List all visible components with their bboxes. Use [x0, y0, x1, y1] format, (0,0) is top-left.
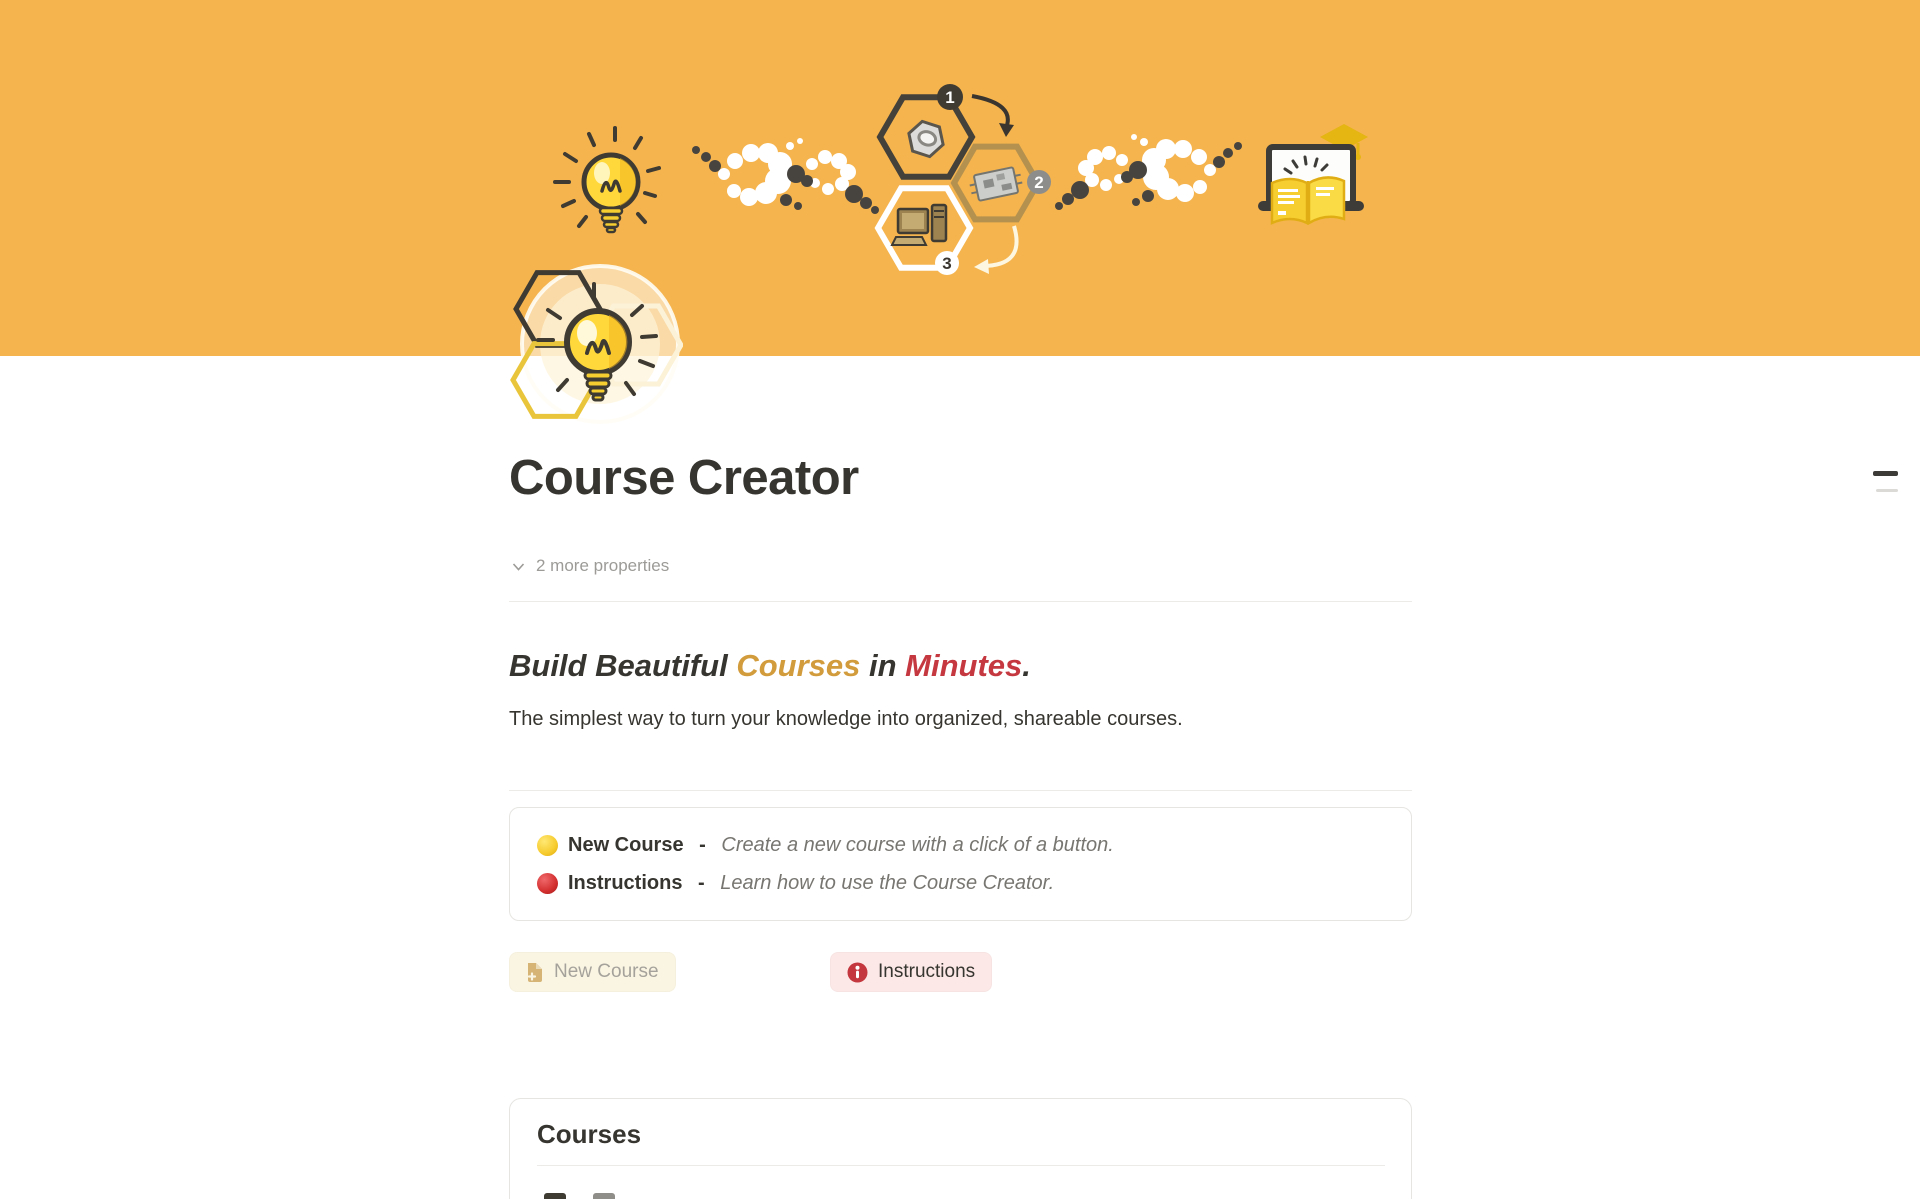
divider [509, 790, 1412, 791]
laptop-learning-icon [1258, 124, 1368, 223]
lightbulb-icon [555, 128, 659, 232]
step-badge-2: 2 [1034, 173, 1044, 192]
divider [509, 601, 1412, 602]
hero-subtitle: The simplest way to turn your knowledge into organized, shareable courses. [509, 708, 1183, 730]
courses-card-title: Courses [537, 1119, 642, 1149]
heading-prefix: Build Beautiful [509, 648, 737, 683]
outline-dash [1873, 471, 1898, 476]
outline-dash [1876, 489, 1898, 492]
chevron-down-icon [511, 559, 526, 574]
legend-callout [509, 807, 1412, 921]
legend-separator: - [693, 834, 712, 856]
view-tab-icon[interactable] [544, 1193, 566, 1199]
info-icon [847, 962, 868, 983]
banner-illustration [0, 0, 1920, 356]
outline-indicator[interactable] [1873, 471, 1898, 492]
new-course-button[interactable] [509, 952, 676, 992]
instructions-button-label: Instructions [878, 961, 976, 982]
page-cover[interactable] [0, 0, 1920, 356]
heading-suffix: . [1022, 648, 1031, 683]
divider [537, 1165, 1385, 1166]
legend-description: Learn how to use the Course Creator. [720, 872, 1055, 894]
red-circle-emoji [537, 873, 558, 894]
new-page-icon [526, 962, 544, 983]
legend-separator: - [692, 872, 711, 894]
dots-motif-right [1055, 134, 1242, 210]
dots-motif-left [692, 138, 879, 214]
heading-highlight-courses: Courses [736, 648, 861, 683]
hero-heading [509, 648, 1031, 684]
more-properties-toggle[interactable] [511, 556, 669, 576]
page-icon-lightbulb[interactable] [508, 262, 683, 432]
step-badge-1: 1 [945, 88, 955, 107]
legend-description: Create a new course with a click of a button. [721, 834, 1114, 856]
instructions-button[interactable] [830, 952, 992, 992]
page-title[interactable]: Course Creator [509, 451, 859, 505]
legend-item-new-course [537, 832, 1384, 858]
legend-item-instructions [537, 870, 1384, 896]
courses-database-card [509, 1098, 1412, 1199]
step-badge-3: 3 [942, 254, 952, 273]
heading-middle: in [860, 648, 906, 683]
view-tab-icon[interactable] [593, 1193, 615, 1199]
process-hexagons [878, 84, 1051, 275]
new-course-button-label: New Course [554, 961, 659, 982]
more-properties-label: 2 more properties [536, 556, 670, 575]
yellow-circle-emoji [537, 835, 558, 856]
legend-label: New Course [568, 834, 684, 856]
heading-highlight-minutes: Minutes [905, 648, 1023, 683]
legend-label: Instructions [568, 872, 683, 894]
